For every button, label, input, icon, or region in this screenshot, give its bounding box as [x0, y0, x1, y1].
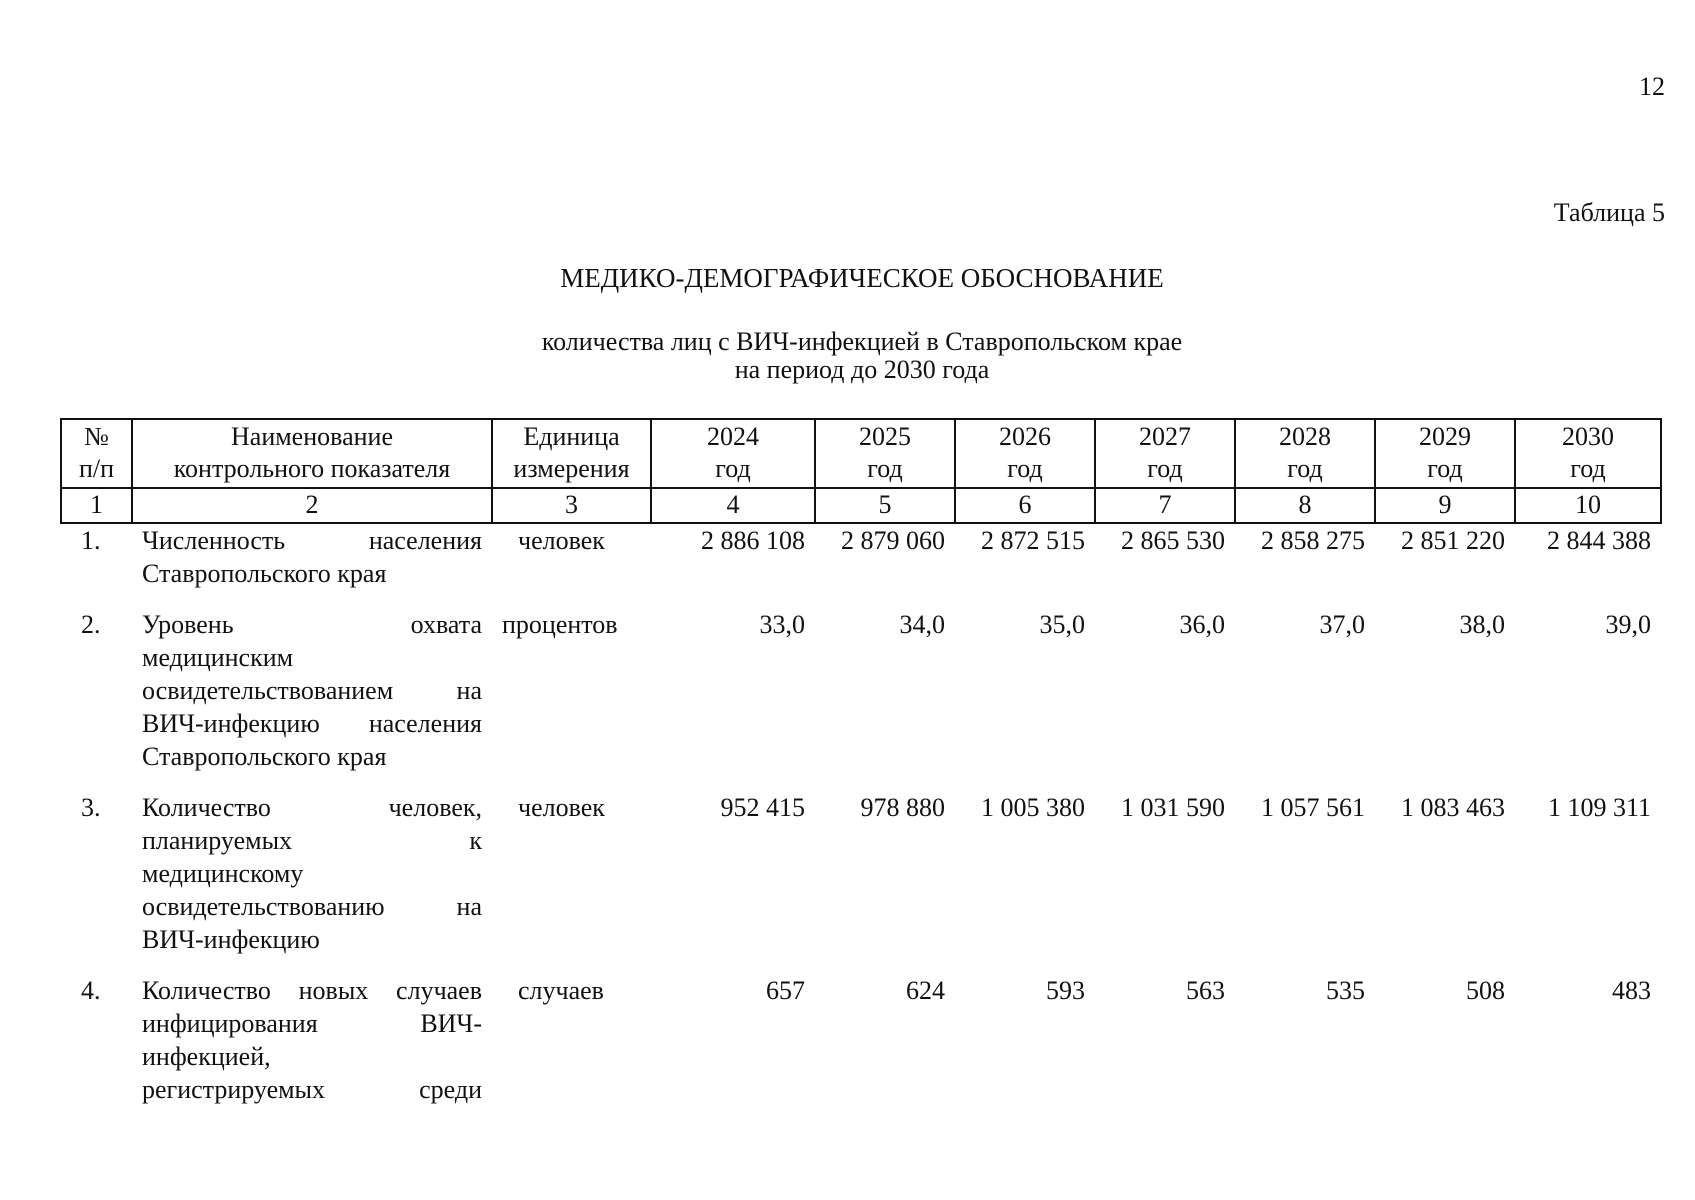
header-year-2027: 2027 год: [1095, 419, 1235, 488]
unit: случаев: [518, 976, 604, 1005]
column-number-row: [61, 488, 1661, 523]
value-2024: 33,0: [759, 610, 805, 639]
value-2027: 1 031 590: [1121, 793, 1225, 822]
table-row: [61, 608, 1661, 773]
value-2027: 36,0: [1179, 610, 1225, 639]
value-2028: 1 057 561: [1261, 793, 1365, 822]
header-year-2030: 2030 год: [1515, 419, 1661, 488]
indicator-name: Количество новых случаев инфицирования ВИЧ- инфекцией, регистрируемых среди: [142, 976, 482, 1104]
column-number: 3: [492, 488, 651, 523]
value-2026: 1 005 380: [981, 793, 1085, 822]
row-number: 2.: [81, 610, 101, 639]
row-number: 3.: [81, 793, 101, 822]
indicator-name: Численность населения Ставропольского края: [142, 526, 482, 588]
column-number: 1: [61, 488, 132, 523]
row-number: 4.: [81, 976, 101, 1005]
indicator-name: Количество человек, планируемых к медицинскому освидетельствованию на ВИЧ-инфекцию: [142, 793, 482, 954]
value-2030: 483: [1612, 976, 1651, 1005]
table-row: [61, 523, 1661, 590]
unit: человек: [518, 793, 605, 822]
value-2030: 2 844 388: [1547, 526, 1651, 555]
header-year-2026: 2026 год: [955, 419, 1095, 488]
value-2030: 1 109 311: [1547, 793, 1651, 822]
table-header-row: [61, 419, 1661, 488]
value-2026: 593: [1046, 976, 1085, 1005]
table-row: [61, 974, 1661, 1106]
document-subtitle: [0, 328, 1695, 384]
value-2028: 37,0: [1319, 610, 1365, 639]
unit: человек: [518, 526, 605, 555]
indicators-table: [60, 418, 1662, 1106]
value-2030: 39,0: [1605, 610, 1651, 639]
subtitle-line: количества лиц с ВИЧ-инфекцией в Ставропольском крае: [541, 327, 1183, 356]
value-2027: 563: [1186, 976, 1225, 1005]
column-number: 8: [1235, 488, 1375, 523]
header-year-2029: 2029 год: [1375, 419, 1515, 488]
value-2024: 2 886 108: [701, 526, 805, 555]
column-number: 4: [651, 488, 815, 523]
value-2029: 508: [1466, 976, 1505, 1005]
column-number: 9: [1375, 488, 1515, 523]
header-year-2025: 2025 год: [815, 419, 955, 488]
column-number: 10: [1515, 488, 1661, 523]
document-title: МЕДИКО-ДЕМОГРАФИЧЕСКОЕ ОБОСНОВАНИЕ: [560, 263, 1164, 293]
header-num: № п/п: [61, 419, 132, 488]
header-unit: Единица измерения: [492, 419, 651, 488]
value-2027: 2 865 530: [1121, 526, 1225, 555]
header-name: Наименование контрольного показателя: [132, 419, 492, 488]
column-number: 7: [1095, 488, 1235, 523]
subtitle-line: на период до 2030 года: [734, 355, 990, 384]
value-2029: 38,0: [1459, 610, 1505, 639]
value-2026: 2 872 515: [981, 526, 1085, 555]
value-2025: 34,0: [899, 610, 945, 639]
page-number: 12: [1639, 72, 1665, 101]
value-2025: 978 880: [860, 793, 945, 822]
table-row: [61, 791, 1661, 956]
row-number: 1.: [81, 526, 101, 555]
value-2028: 535: [1326, 976, 1365, 1005]
header-year-2028: 2028 год: [1235, 419, 1375, 488]
value-2029: 2 851 220: [1401, 526, 1505, 555]
column-number: 5: [815, 488, 955, 523]
column-number: 6: [955, 488, 1095, 523]
header-year-2024: 2024 год: [651, 419, 815, 488]
indicator-name: Уровень охвата медицинским освидетельствованием на ВИЧ-инфекцию населения Ставропольского края: [142, 610, 482, 771]
column-number: 2: [132, 488, 492, 523]
value-2025: 2 879 060: [841, 526, 945, 555]
table-caption: Таблица 5: [1553, 198, 1665, 227]
value-2024: 657: [766, 976, 805, 1005]
unit: процентов: [502, 610, 618, 639]
value-2028: 2 858 275: [1261, 526, 1365, 555]
value-2025: 624: [906, 976, 945, 1005]
value-2029: 1 083 463: [1401, 793, 1505, 822]
value-2024: 952 415: [720, 793, 805, 822]
value-2026: 35,0: [1039, 610, 1085, 639]
